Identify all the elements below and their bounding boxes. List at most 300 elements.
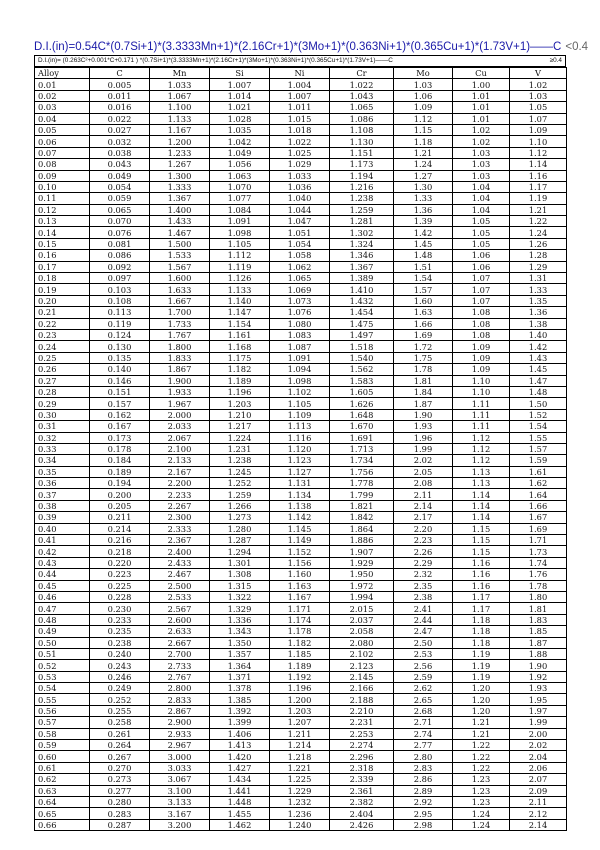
table-cell-alloy: 0.09 [35,170,90,181]
table-cell-alloy: 0.06 [35,136,90,147]
table-cell-alloy: 0.04 [35,113,90,124]
table-cell-c: 0.157 [90,398,150,409]
table-cell-ni: 1.149 [270,535,330,546]
table-cell-cr: 1.799 [330,489,394,500]
table-cell-cu: 1.19 [453,660,510,671]
table-cell-alloy: 0.66 [35,819,90,830]
table-cell-cr: 1.756 [330,466,394,477]
table-cell-cu: 1.11 [453,398,510,409]
table-cell-cr: 1.950 [330,569,394,580]
table-row [35,386,567,397]
table-cell-alloy: 0.12 [35,204,90,215]
table-cell-cu: 1.20 [453,683,510,694]
table-cell-alloy: 0.51 [35,648,90,659]
table-cell-mn: 1.333 [150,181,210,192]
table-cell-v: 1.36 [510,307,567,318]
table-cell-cr: 2.361 [330,785,394,796]
table-cell-mo: 1.09 [394,102,453,113]
table-row [35,603,567,614]
table-cell-mn: 1.867 [150,364,210,375]
table-cell-cr: 1.022 [330,79,394,90]
table-cell-alloy: 0.19 [35,284,90,295]
table-cell-cu: 1.20 [453,694,510,705]
table-cell-v: 1.43 [510,352,567,363]
column-header-alloy: Alloy [35,68,90,79]
table-cell-cr: 1.518 [330,341,394,352]
table-cell-mn: 2.600 [150,614,210,625]
table-cell-cr: 1.648 [330,409,394,420]
table-cell-alloy: 0.01 [35,79,90,90]
table-cell-v: 1.14 [510,159,567,170]
table-cell-mo: 2.44 [394,614,453,625]
table-cell-mn: 1.033 [150,79,210,90]
table-cell-mo: 1.78 [394,364,453,375]
table-cell-ni: 1.102 [270,386,330,397]
table-cell-mo: 1.27 [394,170,453,181]
table-cell-cr: 1.194 [330,170,394,181]
table-cell-v: 1.57 [510,443,567,454]
table-cell-mn: 3.033 [150,762,210,773]
table-cell-v: 1.88 [510,648,567,659]
table-cell-cu: 1.04 [453,204,510,215]
table-cell-si: 1.105 [210,238,270,249]
table-cell-cr: 1.324 [330,238,394,249]
table-cell-ni: 1.051 [270,227,330,238]
table-cell-alloy: 0.33 [35,443,90,454]
table-cell-cu: 1.04 [453,193,510,204]
table-cell-cr: 1.302 [330,227,394,238]
table-cell-mn: 2.700 [150,648,210,659]
table-cell-c: 0.228 [90,591,150,602]
table-cell-si: 1.021 [210,102,270,113]
table-cell-cu: 1.06 [453,250,510,261]
table-cell-cr: 1.886 [330,535,394,546]
table-cell-cu: 1.08 [453,329,510,340]
table-cell-cr: 1.367 [330,261,394,272]
table-cell-cu: 1.22 [453,740,510,751]
table-cell-cr: 1.432 [330,295,394,306]
table-cell-cr: 1.259 [330,204,394,215]
table-cell-cu: 1.18 [453,626,510,637]
table-cell-mn: 1.733 [150,318,210,329]
table-cell-cu: 1.12 [453,455,510,466]
table-cell-v: 1.93 [510,683,567,694]
column-header-cr: Cr [330,68,394,79]
table-cell-v: 1.85 [510,626,567,637]
column-header-c: C [90,68,150,79]
table-cell-si: 1.161 [210,329,270,340]
table-cell-c: 0.220 [90,557,150,568]
table-cell-v: 1.78 [510,580,567,591]
table-cell-v: 1.92 [510,671,567,682]
table-cell-c: 0.194 [90,478,150,489]
table-cell-cu: 1.12 [453,432,510,443]
table-cell-si: 1.420 [210,751,270,762]
table-cell-v: 1.40 [510,329,567,340]
table-row [35,432,567,443]
table-cell-v: 1.83 [510,614,567,625]
table-cell-ni: 1.178 [270,626,330,637]
table-cell-ni: 1.069 [270,284,330,295]
table-cell-si: 1.329 [210,603,270,614]
table-cell-mo: 1.72 [394,341,453,352]
table-cell-mo: 2.92 [394,797,453,808]
table-cell-mo: 1.69 [394,329,453,340]
table-cell-v: 1.48 [510,386,567,397]
table-cell-si: 1.168 [210,341,270,352]
table-cell-alloy: 0.57 [35,717,90,728]
table-cell-si: 1.238 [210,455,270,466]
table-cell-v: 1.90 [510,660,567,671]
table-cell-mo: 1.36 [394,204,453,215]
table-cell-mo: 2.11 [394,489,453,500]
table-cell-ni: 1.127 [270,466,330,477]
table-cell-mn: 2.500 [150,580,210,591]
table-cell-alloy: 0.36 [35,478,90,489]
table-cell-cu: 1.08 [453,318,510,329]
document-page [34,40,589,831]
table-cell-v: 1.31 [510,273,567,284]
formula-title-condition: <0.4 [565,41,589,53]
table-cell-cu: 1.07 [453,284,510,295]
table-cell-c: 0.167 [90,421,150,432]
table-cell-alloy: 0.23 [35,329,90,340]
table-cell-mn: 2.167 [150,466,210,477]
table-cell-c: 0.059 [90,193,150,204]
table-cell-cr: 1.497 [330,329,394,340]
table-cell-alloy: 0.29 [35,398,90,409]
table-cell-cu: 1.14 [453,500,510,511]
table-cell-alloy: 0.64 [35,797,90,808]
table-row [35,637,567,648]
table-cell-c: 0.022 [90,113,150,124]
table-cell-c: 0.097 [90,273,150,284]
table-cell-cr: 1.994 [330,591,394,602]
table-row [35,375,567,386]
table-cell-si: 1.336 [210,614,270,625]
table-cell-cr: 1.734 [330,455,394,466]
table-cell-c: 0.249 [90,683,150,694]
table-cell-mn: 1.233 [150,147,210,158]
table-cell-mn: 1.700 [150,307,210,318]
table-cell-c: 0.200 [90,489,150,500]
table-cell-mn: 3.167 [150,808,210,819]
table-cell-c: 0.283 [90,808,150,819]
table-cell-alloy: 0.48 [35,614,90,625]
table-row [35,318,567,329]
table-cell-si: 1.385 [210,694,270,705]
table-cell-si: 1.252 [210,478,270,489]
table-row [35,204,567,215]
table-cell-si: 1.287 [210,535,270,546]
table-cell-cr: 2.080 [330,637,394,648]
table-cell-cu: 1.06 [453,261,510,272]
table-cell-c: 0.225 [90,580,150,591]
table-cell-mn: 2.967 [150,740,210,751]
table-cell-cu: 1.03 [453,170,510,181]
table-cell-v: 2.04 [510,751,567,762]
column-header-si: Si [210,68,270,79]
table-cell-mo: 2.29 [394,557,453,568]
table-cell-v: 1.05 [510,102,567,113]
table-cell-mo: 2.20 [394,523,453,534]
table-cell-mn: 2.033 [150,421,210,432]
table-cell-c: 0.011 [90,90,150,101]
table-cell-ni: 1.200 [270,694,330,705]
table-cell-mn: 1.167 [150,124,210,135]
table-cell-cr: 2.339 [330,774,394,785]
table-cell-alloy: 0.44 [35,569,90,580]
table-cell-v: 1.26 [510,238,567,249]
table-cell-c: 0.135 [90,352,150,363]
table-row [35,181,567,192]
table-cell-cr: 1.130 [330,136,394,147]
table-cell-cu: 1.19 [453,671,510,682]
table-cell-mn: 2.200 [150,478,210,489]
table-cell-cu: 1.18 [453,637,510,648]
table-cell-cu: 1.13 [453,478,510,489]
table-cell-c: 0.205 [90,500,150,511]
table-cell-v: 2.12 [510,808,567,819]
table-cell-mn: 2.833 [150,694,210,705]
table-cell-mo: 2.86 [394,774,453,785]
table-cell-mo: 2.32 [394,569,453,580]
table-cell-alloy: 0.52 [35,660,90,671]
table-cell-cu: 1.16 [453,569,510,580]
table-cell-ni: 1.087 [270,341,330,352]
table-row [35,671,567,682]
table-cell-alloy: 0.40 [35,523,90,534]
table-header-row [35,68,567,79]
table-row [35,455,567,466]
hardenability-factor-table [34,67,567,831]
table-cell-cr: 2.188 [330,694,394,705]
table-cell-si: 1.294 [210,546,270,557]
table-row [35,694,567,705]
table-cell-si: 1.448 [210,797,270,808]
table-cell-alloy: 0.07 [35,147,90,158]
table-cell-alloy: 0.61 [35,762,90,773]
table-cell-alloy: 0.26 [35,364,90,375]
table-cell-v: 2.06 [510,762,567,773]
table-row [35,535,567,546]
table-row [35,216,567,227]
table-cell-si: 1.175 [210,352,270,363]
table-cell-mn: 1.800 [150,341,210,352]
table-cell-ni: 1.105 [270,398,330,409]
table-cell-mo: 1.51 [394,261,453,272]
table-cell-cr: 1.086 [330,113,394,124]
table-cell-mo: 1.12 [394,113,453,124]
table-row [35,227,567,238]
table-cell-c: 0.233 [90,614,150,625]
table-cell-ni: 1.098 [270,375,330,386]
table-cell-ni: 1.182 [270,637,330,648]
table-cell-cu: 1.07 [453,273,510,284]
table-cell-c: 0.230 [90,603,150,614]
table-row [35,546,567,557]
table-cell-mo: 1.21 [394,147,453,158]
table-cell-si: 1.196 [210,386,270,397]
table-cell-ni: 1.094 [270,364,330,375]
table-cell-cr: 2.274 [330,740,394,751]
table-cell-v: 1.03 [510,90,567,101]
table-cell-alloy: 0.41 [35,535,90,546]
table-cell-mo: 1.81 [394,375,453,386]
table-cell-cu: 1.05 [453,216,510,227]
table-cell-cr: 1.281 [330,216,394,227]
table-cell-c: 0.264 [90,740,150,751]
table-cell-mo: 1.84 [394,386,453,397]
table-cell-c: 0.173 [90,432,150,443]
table-cell-mo: 1.63 [394,307,453,318]
table-cell-v: 2.07 [510,774,567,785]
table-cell-mn: 2.800 [150,683,210,694]
table-row [35,352,567,363]
table-cell-mn: 2.100 [150,443,210,454]
table-body [35,79,567,831]
table-row [35,557,567,568]
table-cell-c: 0.189 [90,466,150,477]
table-cell-c: 0.258 [90,717,150,728]
table-cell-si: 1.035 [210,124,270,135]
table-cell-cu: 1.07 [453,295,510,306]
table-cell-si: 1.434 [210,774,270,785]
table-cell-mo: 1.39 [394,216,453,227]
table-cell-si: 1.063 [210,170,270,181]
table-cell-si: 1.077 [210,193,270,204]
table-cell-c: 0.218 [90,546,150,557]
table-cell-cu: 1.18 [453,614,510,625]
table-row [35,284,567,295]
table-cell-ni: 1.113 [270,421,330,432]
table-cell-ni: 1.192 [270,671,330,682]
table-cell-cu: 1.17 [453,603,510,614]
table-cell-ni: 1.152 [270,546,330,557]
table-cell-mn: 3.000 [150,751,210,762]
table-cell-mo: 2.08 [394,478,453,489]
table-cell-mn: 1.400 [150,204,210,215]
table-cell-cu: 1.10 [453,375,510,386]
table-cell-mo: 2.41 [394,603,453,614]
table-cell-alloy: 0.65 [35,808,90,819]
table-cell-si: 1.210 [210,409,270,420]
table-cell-mn: 1.933 [150,386,210,397]
table-cell-ni: 1.058 [270,250,330,261]
table-cell-mo: 1.45 [394,238,453,249]
table-cell-mn: 2.333 [150,523,210,534]
table-cell-v: 1.67 [510,512,567,523]
table-cell-mn: 2.867 [150,705,210,716]
table-row [35,364,567,375]
table-cell-cr: 1.907 [330,546,394,557]
table-cell-v: 1.22 [510,216,567,227]
table-cell-cr: 2.382 [330,797,394,808]
table-cell-cr: 1.454 [330,307,394,318]
table-cell-ni: 1.196 [270,683,330,694]
table-cell-cr: 1.626 [330,398,394,409]
table-cell-ni: 1.229 [270,785,330,796]
table-cell-ni: 1.004 [270,79,330,90]
table-cell-mn: 3.067 [150,774,210,785]
table-cell-v: 1.16 [510,170,567,181]
table-cell-v: 1.38 [510,318,567,329]
table-cell-si: 1.371 [210,671,270,682]
table-cell-mo: 1.06 [394,90,453,101]
table-cell-alloy: 0.63 [35,785,90,796]
table-cell-si: 1.049 [210,147,270,158]
table-cell-cr: 1.670 [330,421,394,432]
table-row [35,785,567,796]
table-cell-alloy: 0.47 [35,603,90,614]
table-cell-c: 0.092 [90,261,150,272]
table-cell-cu: 1.01 [453,102,510,113]
table-cell-c: 0.043 [90,159,150,170]
table-cell-cr: 1.562 [330,364,394,375]
table-cell-mn: 2.767 [150,671,210,682]
table-cell-cu: 1.24 [453,819,510,830]
table-cell-alloy: 0.34 [35,455,90,466]
table-row [35,295,567,306]
table-cell-ni: 1.047 [270,216,330,227]
table-cell-cu: 1.11 [453,409,510,420]
table-cell-mn: 2.567 [150,603,210,614]
table-cell-v: 1.21 [510,204,567,215]
table-cell-alloy: 0.25 [35,352,90,363]
table-cell-ni: 1.131 [270,478,330,489]
table-cell-mo: 2.80 [394,751,453,762]
table-cell-cu: 1.13 [453,466,510,477]
column-header-cu: Cu [453,68,510,79]
table-cell-ni: 1.120 [270,443,330,454]
table-cell-cu: 1.04 [453,181,510,192]
table-cell-c: 0.270 [90,762,150,773]
table-cell-cr: 2.210 [330,705,394,716]
table-cell-cu: 1.15 [453,546,510,557]
table-cell-c: 0.140 [90,364,150,375]
table-cell-mn: 1.300 [150,170,210,181]
table-cell-si: 1.182 [210,364,270,375]
table-cell-si: 1.154 [210,318,270,329]
table-cell-mn: 1.967 [150,398,210,409]
table-cell-mo: 1.24 [394,159,453,170]
table-cell-si: 1.147 [210,307,270,318]
table-cell-mn: 2.733 [150,660,210,671]
table-row [35,591,567,602]
table-row [35,717,567,728]
table-cell-si: 1.406 [210,728,270,739]
table-row [35,250,567,261]
table-cell-cu: 1.15 [453,523,510,534]
table-row [35,751,567,762]
table-cell-cr: 2.166 [330,683,394,694]
table-cell-c: 0.065 [90,204,150,215]
table-cell-c: 0.108 [90,295,150,306]
table-cell-alloy: 0.10 [35,181,90,192]
table-cell-alloy: 0.28 [35,386,90,397]
table-cell-mn: 2.000 [150,409,210,420]
table-cell-cu: 1.14 [453,512,510,523]
table-cell-mo: 2.38 [394,591,453,602]
table-row [35,626,567,637]
table-cell-ni: 1.145 [270,523,330,534]
table-cell-v: 1.50 [510,398,567,409]
table-cell-cr: 2.426 [330,819,394,830]
table-cell-si: 1.392 [210,705,270,716]
table-cell-ni: 1.065 [270,273,330,284]
table-row [35,523,567,534]
table-row [35,136,567,147]
